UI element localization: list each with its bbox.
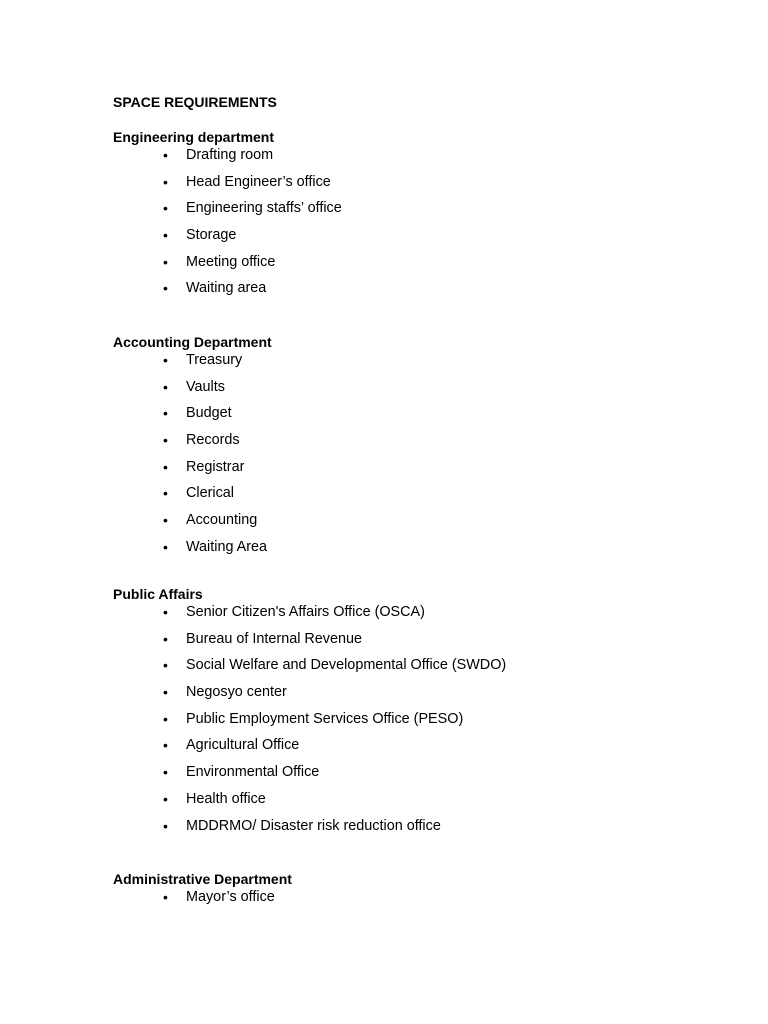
list-item bbox=[113, 431, 733, 458]
list-item bbox=[113, 253, 733, 280]
page-title: SPACE REQUIREMENTS bbox=[113, 94, 277, 110]
bullet-icon: • bbox=[163, 405, 168, 422]
list-item-text: Meeting office bbox=[186, 253, 276, 270]
list-item-text: Budget bbox=[186, 405, 232, 422]
list-item bbox=[113, 603, 733, 630]
bullet-icon: • bbox=[163, 817, 168, 834]
list-item-text: Mayor’s office bbox=[186, 889, 275, 905]
list-item-text: Drafting room bbox=[186, 147, 274, 163]
bullet-icon: • bbox=[163, 352, 168, 368]
list-item bbox=[113, 538, 733, 565]
list-item bbox=[113, 888, 733, 915]
bullet-icon: • bbox=[163, 378, 168, 395]
list-item bbox=[113, 146, 733, 173]
list-item bbox=[113, 404, 733, 431]
bullet-list bbox=[113, 603, 733, 843]
list-item-text: Health office bbox=[186, 790, 266, 807]
list-item-text: Clerical bbox=[186, 485, 234, 502]
bullet-icon: • bbox=[163, 227, 168, 244]
bullet-icon: • bbox=[163, 253, 168, 270]
list-item bbox=[113, 199, 733, 226]
section-heading: Administrative Department bbox=[113, 871, 292, 887]
list-item bbox=[113, 173, 733, 200]
list-item bbox=[113, 378, 733, 405]
bullet-icon: • bbox=[163, 147, 168, 163]
list-item bbox=[113, 656, 733, 683]
bullet-icon: • bbox=[163, 889, 168, 905]
bullet-icon: • bbox=[163, 432, 168, 449]
bullet-icon: • bbox=[163, 764, 168, 781]
list-item-text: Environmental Office bbox=[186, 764, 320, 781]
bullet-icon: • bbox=[163, 737, 168, 754]
bullet-icon: • bbox=[163, 458, 168, 475]
list-item-text: Engineering staffs’ office bbox=[186, 200, 342, 217]
bullet-icon: • bbox=[163, 657, 168, 674]
list-item-text: MDDRMO/ Disaster risk reduction office bbox=[186, 817, 441, 834]
section-accounting-department bbox=[113, 333, 733, 565]
bullet-icon: • bbox=[163, 173, 168, 190]
bullet-icon: • bbox=[163, 630, 168, 647]
bullet-icon: • bbox=[163, 538, 168, 555]
list-item bbox=[113, 484, 733, 511]
list-item-text: Negosyo center bbox=[186, 684, 287, 701]
bullet-icon: • bbox=[163, 790, 168, 807]
bullet-list bbox=[113, 146, 733, 306]
list-item bbox=[113, 817, 733, 844]
section-heading: Engineering department bbox=[113, 129, 275, 145]
list-item bbox=[113, 630, 733, 657]
list-item bbox=[113, 763, 733, 790]
section-heading: Accounting Department bbox=[113, 334, 272, 350]
bullet-list bbox=[113, 888, 733, 915]
section-administrative-department bbox=[113, 870, 733, 915]
list-item bbox=[113, 279, 733, 306]
list-item-text: Social Welfare and Developmental Office (SWDO) bbox=[186, 657, 507, 674]
list-item bbox=[113, 736, 733, 763]
bullet-icon: • bbox=[163, 710, 168, 727]
bullet-icon: • bbox=[163, 200, 168, 217]
bullet-icon: • bbox=[163, 684, 168, 701]
list-item-text: Public Employment Services Office (PESO) bbox=[186, 710, 464, 727]
list-item bbox=[113, 790, 733, 817]
section-engineering-department bbox=[113, 128, 733, 306]
list-item bbox=[113, 226, 733, 253]
list-item-text: Bureau of Internal Revenue bbox=[186, 630, 363, 647]
bullet-icon: • bbox=[163, 485, 168, 502]
list-item-text: Waiting Area bbox=[186, 538, 268, 555]
list-item-text: Records bbox=[186, 432, 240, 449]
list-item bbox=[113, 351, 733, 378]
bullet-list bbox=[113, 351, 733, 565]
bullet-icon: • bbox=[163, 512, 168, 529]
list-item-text: Agricultural Office bbox=[186, 737, 300, 754]
list-item bbox=[113, 458, 733, 485]
list-item bbox=[113, 683, 733, 710]
bullet-icon: • bbox=[163, 604, 168, 620]
section-public-affairs bbox=[113, 585, 733, 843]
list-item-text: Registrar bbox=[186, 458, 245, 475]
list-item bbox=[113, 511, 733, 538]
list-item bbox=[113, 710, 733, 737]
list-item-text: Waiting area bbox=[186, 280, 267, 297]
list-item-text: Head Engineer’s office bbox=[186, 173, 331, 190]
bullet-icon: • bbox=[163, 280, 168, 297]
section-heading: Public Affairs bbox=[113, 586, 203, 602]
list-item-text: Storage bbox=[186, 227, 237, 244]
list-item-text: Senior Citizen's Affairs Office (OSCA) bbox=[186, 604, 425, 620]
list-item-text: Treasury bbox=[186, 352, 243, 368]
list-item-text: Accounting bbox=[186, 512, 258, 529]
list-item-text: Vaults bbox=[186, 378, 225, 395]
